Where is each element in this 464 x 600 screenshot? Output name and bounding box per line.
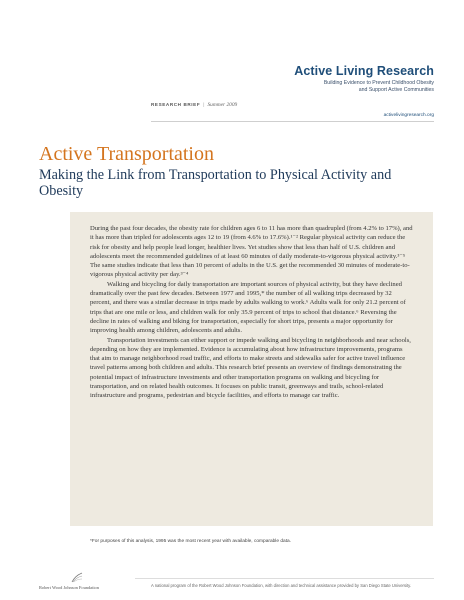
summary-text [90,224,414,401]
national-program-note: A national program of the Robert Wood Johnson Foundation, with direction and technical assistance provided by San Diego State University. [151,583,412,588]
org-name: Active Living Research [294,64,434,78]
page-title: Active Transportation [39,143,214,165]
page-subtitle: Making the Link from Transportation to Physical Activity and Obesity [39,167,392,199]
research-brief-label: RESEARCH BRIEF [151,102,201,107]
brief-separator: | [203,102,205,107]
rwjf-logo-icon [70,572,84,584]
paragraph-3: Transportation investments can either support or impede walking and bicycling in neighborhoods and near schools, depending on how they are implemented. Evidence is accumulating about how infrastructure improvements, programs that aim to manage neighborhood road traffic, and efforts to make streets and sidewalks safer for active travel influence travel patterns among both children and adults. This research brief presents an overview of findings demonstrating the potential impact of infrastructure investments and other transportation programs on walking and bicycling for transportation, and on related health outcomes. It focuses on public transit, greenways and trails, school-related infrastructure and programs, pedestrian and bicycle facilities, and efforts to manage car traffic. [90,336,411,400]
header-divider [151,121,434,122]
foundation-name: Robert Wood Johnson Foundation [39,585,99,590]
org-tagline [214,80,434,93]
tagline-line-2: and Support Active Communities [358,86,434,93]
summary-box [70,212,433,526]
tagline-line-1: Building Evidence to Prevent Childhood Obesity [323,80,434,86]
issue-season: Summer 2009 [207,102,238,108]
footnote: *For purposes of this analysis, 1995 was the most recent year with available, comparable data. [90,539,292,544]
website-link[interactable]: activelivingresearch.org [383,113,434,118]
rwjf-logo [39,572,119,590]
brief-label-row [151,102,237,108]
paragraph-1: During the past four decades, the obesity rate for children ages 6 to 11 has more than quadrupled (from 4.2% to 17%), and it has more than tripled for adolescents ages 12 to 19 (from 4.6% to 17.6%).¹⁻² Regular physical activity can reduce the risk for obesity and help people lead longer, healthier lives. Yet studies show that less than half of U.S. children and adolescents meet the recommended guidelines of at least 60 minutes of daily moderate-to-vigorous physical activity.³⁻⁵ The same studies indicate that less than 10 percent of adults in the U.S. get the recommended 30 minutes of moderate-to-vigorous physical activity per day.³⁻⁴ [90,225,413,279]
paragraph-2: Walking and bicycling for daily transportation are important sources of physical activity, but they have declined dramatically over the past few decades. Between 1977 and 1995,* the number of all walking trips decreased by 32 percent, and there was a similar decrease in trips made by adults walking to work.⁶ Adults walk for only 21.2 percent of trips that are one mile or less, and children walk for only 35.9 percent of trips to school that distance.⁶ Reversing the decline in rates of walking and biking for transportation, especially for short trips, presents a major opportunity for improving health among children, adolescents and adults. [90,280,406,335]
footer-divider [135,578,434,579]
